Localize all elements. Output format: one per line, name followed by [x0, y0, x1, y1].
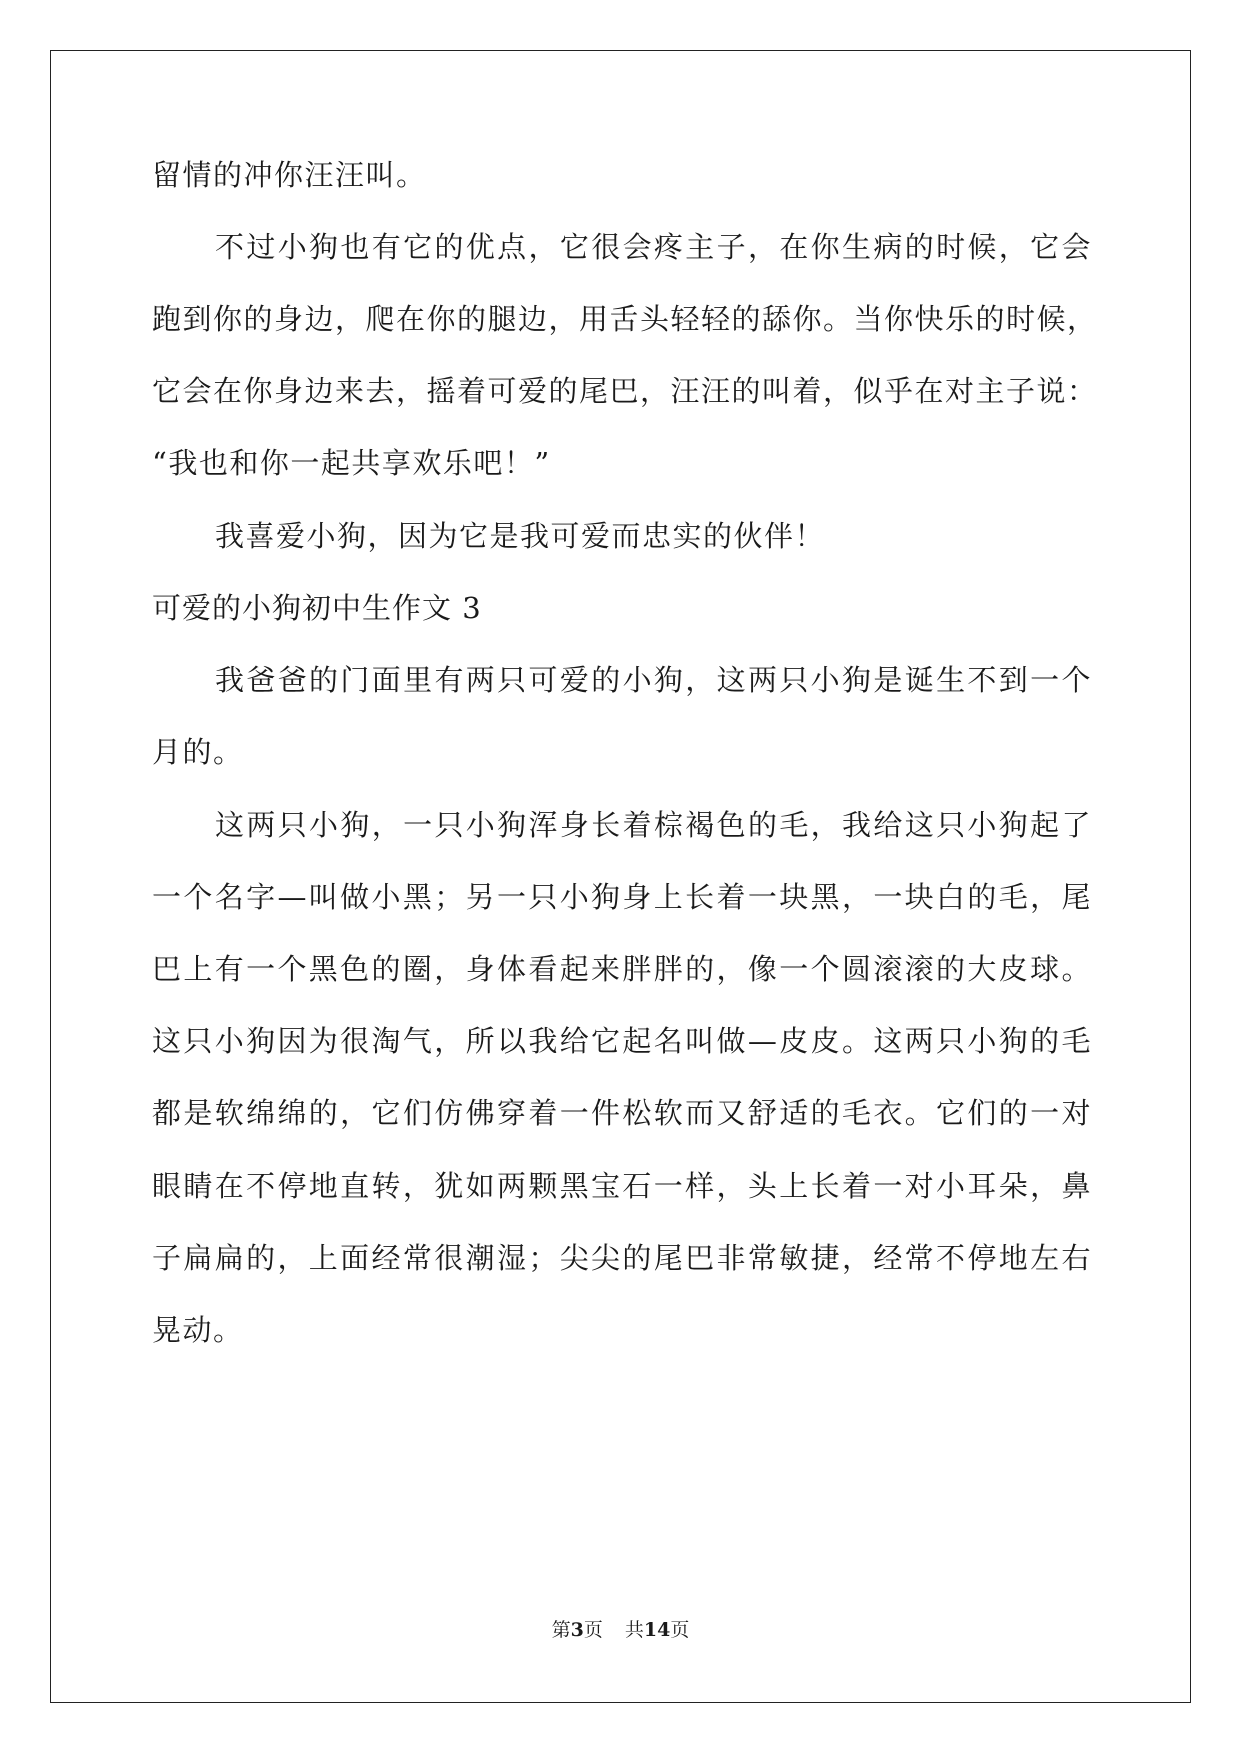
- text-line: 跑到你的身边，爬在你的腿边，用舌头轻轻的舔你。当你快乐的时候，: [152, 302, 1098, 336]
- text-line: 都是软绵绵的，它们仿佛穿着一件松软而又舒适的毛衣。它们的一对: [152, 1096, 1092, 1130]
- text-line: 它会在你身边来去，摇着可爱的尾巴，汪汪的叫着，似乎在对主子说：: [152, 374, 1098, 408]
- text-line: 晃动。: [152, 1313, 244, 1347]
- text-line: 一个名字—叫做小黑；另一只小狗身上长着一块黑，一块白的毛，尾: [152, 880, 1092, 914]
- current-page-number: 3: [570, 1619, 584, 1641]
- text-line: 子扁扁的，上面经常很潮湿；尖尖的尾巴非常敏捷，经常不停地左右: [152, 1241, 1092, 1275]
- paragraph-first-line: 这两只小狗，一只小狗浑身长着棕褐色的毛，我给这只小狗起了: [215, 808, 1092, 842]
- section-heading: 可爱的小狗初中生作文 3: [152, 591, 482, 625]
- total-prefix: 共: [624, 1619, 644, 1641]
- paragraph-first-line: 我爸爸的门面里有两只可爱的小狗，这两只小狗是诞生不到一个: [215, 663, 1092, 697]
- text-line: 巴上有一个黑色的圈，身体看起来胖胖的，像一个圆滚滚的大皮球。: [152, 952, 1092, 986]
- total-unit: 页: [670, 1619, 690, 1641]
- paragraph-first-line: 不过小狗也有它的优点，它很会疼主子，在你生病的时候，它会: [215, 230, 1092, 264]
- page-unit: 页: [583, 1619, 603, 1641]
- text-line: 留情的冲你汪汪叫。: [152, 158, 427, 192]
- total-page-number: 14: [643, 1619, 671, 1641]
- text-line: “我也和你一起共享欢乐吧！”: [152, 446, 551, 480]
- text-line: 这只小狗因为很淘气，所以我给它起名叫做—皮皮。这两只小狗的毛: [152, 1024, 1092, 1058]
- page-prefix: 第: [551, 1619, 571, 1641]
- text-line: 月的。: [152, 735, 244, 769]
- text-line: 眼睛在不停地直转，犹如两颗黑宝石一样，头上长着一对小耳朵，鼻: [152, 1169, 1092, 1203]
- page-footer: [0, 1618, 1241, 1642]
- paragraph-first-line: 我喜爱小狗，因为它是我可爱而忠实的伙伴！: [215, 519, 826, 553]
